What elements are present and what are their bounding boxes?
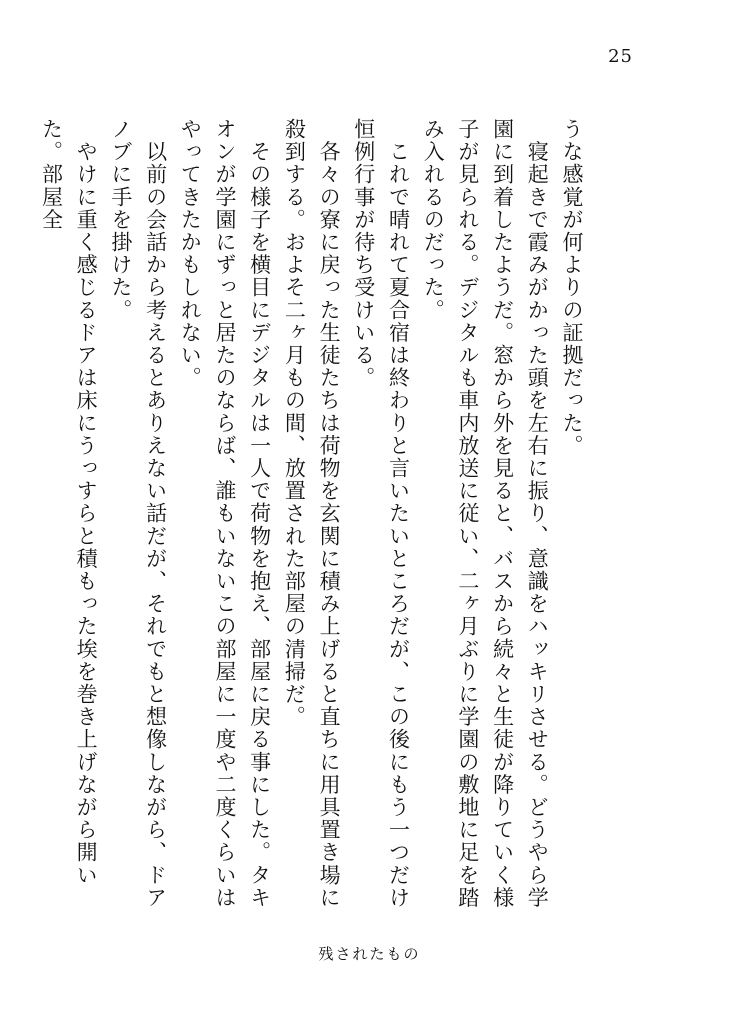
paragraph: 各々の寮に戻った生徒たちは荷物を玄関に積み上げると直ちに用具置き場に殺到する。およそ二ヶ月もの間、放置された部屋の清掃だ。 [282, 118, 342, 909]
footer-title: 残されたもの [318, 945, 421, 963]
paragraph: これで晴れて夏合宿は終わりと言いたいところだが、この後にもう一つだけ恒例行事が待ち受けいる。 [351, 118, 411, 909]
paragraph: うな感覚が何よりの証拠だった。 [560, 118, 584, 457]
paragraph: その様子を横目にデジタルは一人で荷物を抱え、部屋に戻る事にした。タキオンが学園にずっと居たのならば、誰もいないこの部屋に一度や二度くらいはやってきたかもしれない。 [178, 118, 272, 909]
page-number: 25 [608, 46, 633, 67]
paragraph: 寝起きで霞みがかった頭を左右に振り、意識をハッキリさせる。どうやら学園に到着したようだ。窓から外を見ると、バスから続々と生徒が降りていく様子が見られる。デジタルも車内放送に従い、二ヶ月ぶりに学園の敷地に足を踏み入れるのだった。 [421, 118, 550, 909]
paragraph: やけに重く感じるドアは床にうっすらと積もった埃を巻き上げながら開いた。部屋全 [39, 118, 99, 887]
body-text [39, 118, 589, 918]
paragraph: 以前の会話から考えるとありえない話だが、それでもと想像しながら、ドアノブに手を掛けた。 [108, 118, 168, 909]
